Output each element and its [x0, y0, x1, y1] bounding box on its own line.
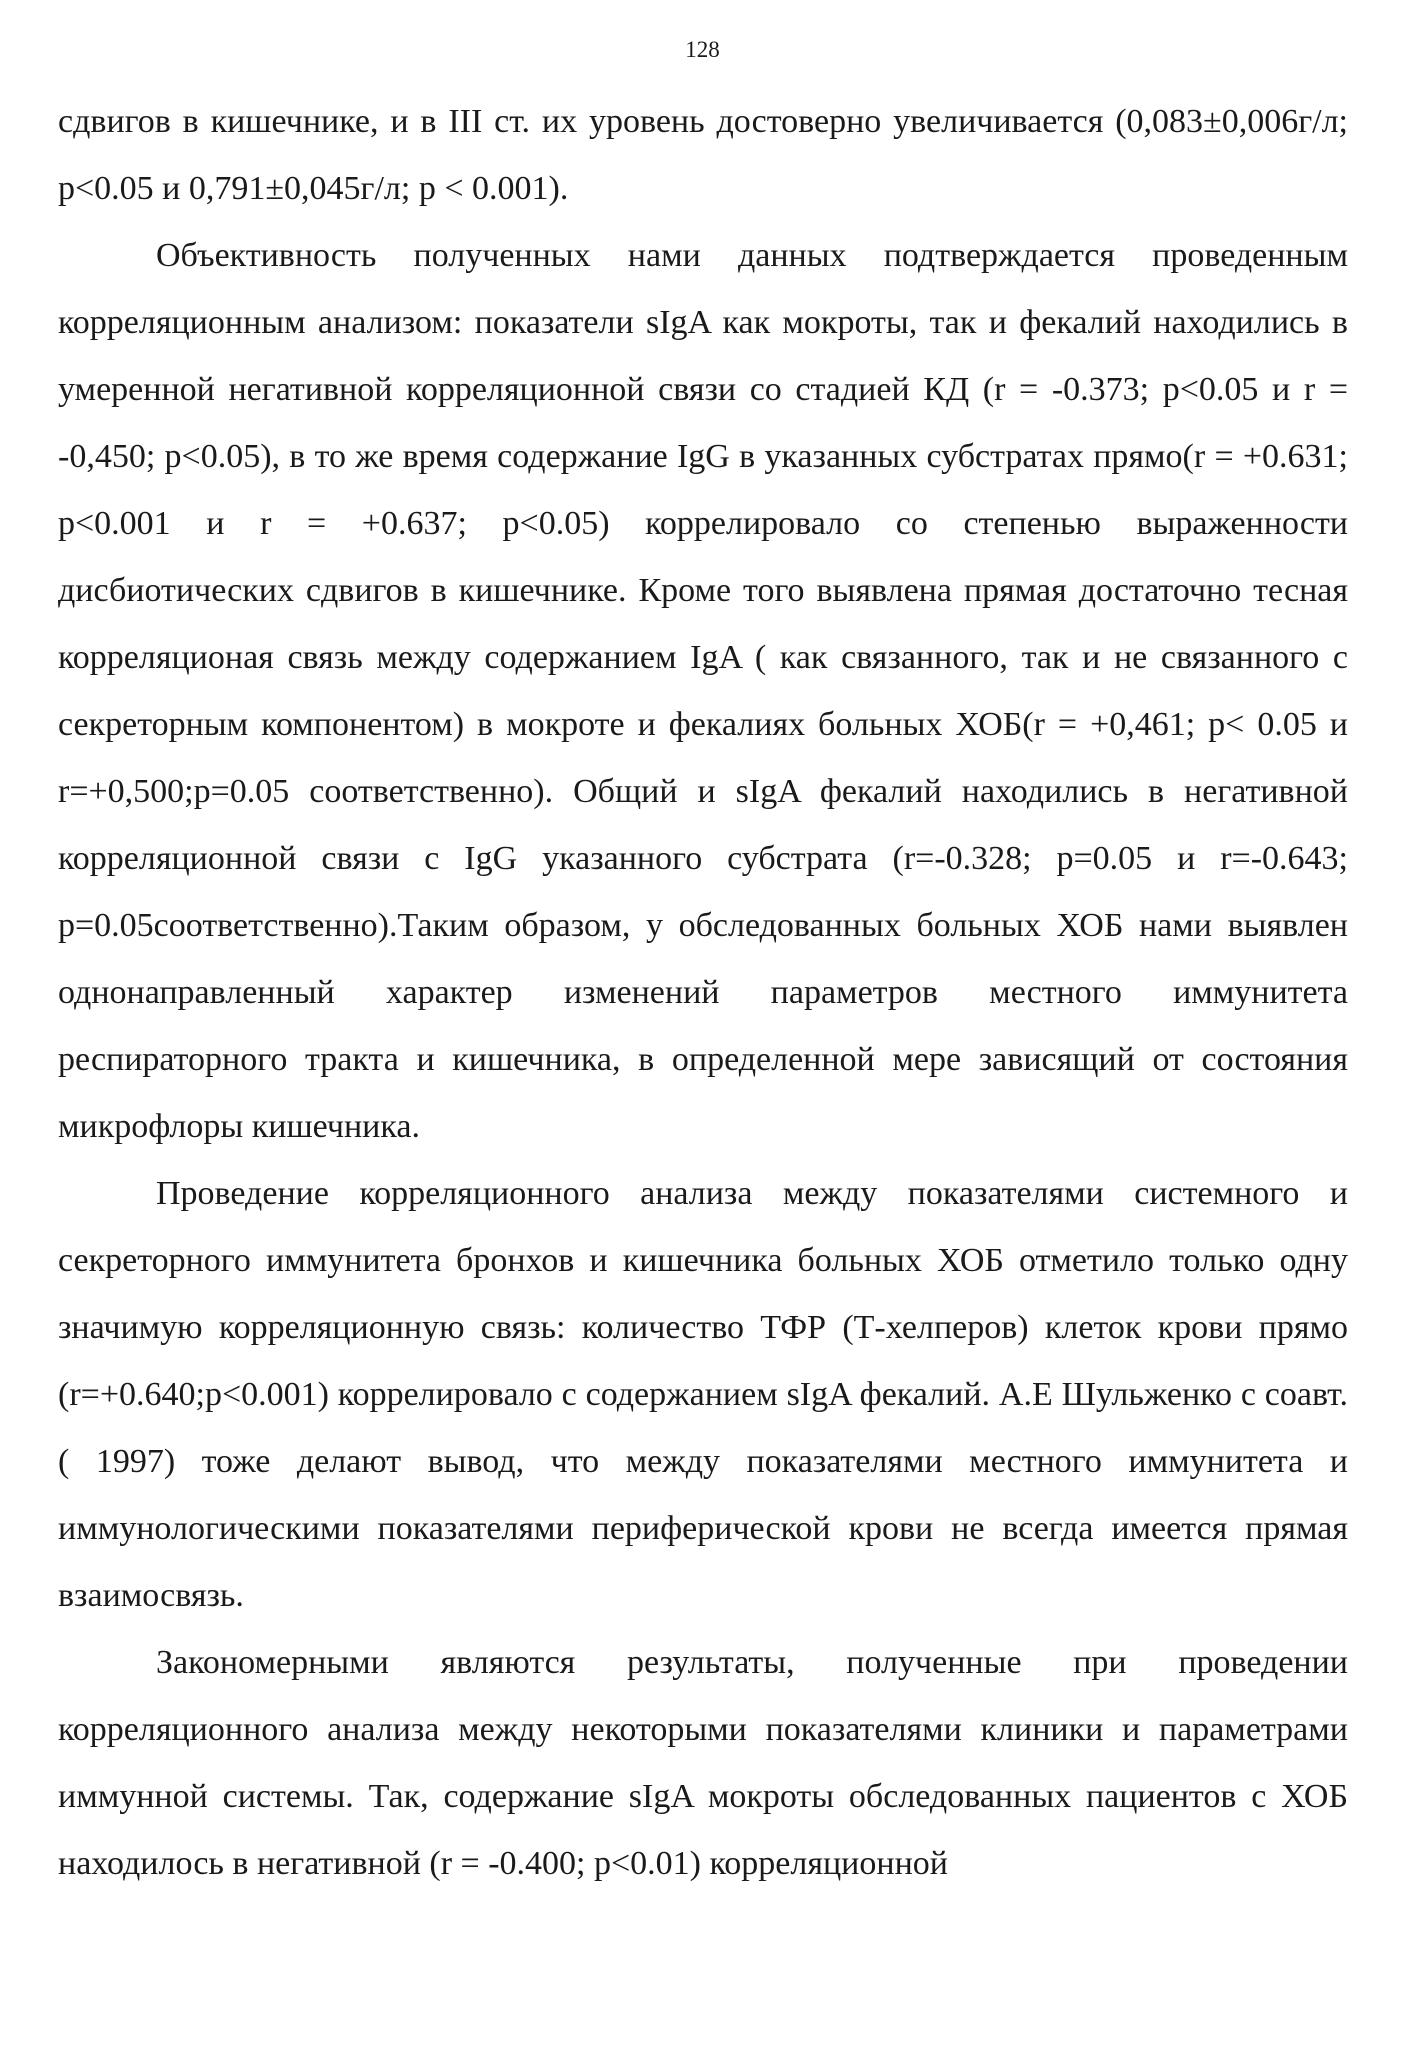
paragraph-1: сдвигов в кишечнике, и в III ст. их уровень достоверно увеличивается (0,083±0,006г/л; р<0.05 и 0,791±0,045г/л; р < 0.001). [58, 103, 1348, 207]
paragraph-4: Закономерными являются результаты, полученные при проведении корреляционного анализа между некоторыми показателями клиники и параметрами иммунной системы. Так, содержание sIgA мокроты обследованных пациентов с ХОБ находилось в негативной (r = -0.400; р<0.01) корреляционной [58, 1644, 1348, 1882]
paragraph-2: Объективность полученных нами данных подтверждается проведенным корреляционным анализом: показатели sIgA как мокроты, так и фекалий находились в умеренной негативной корреляционной связи со стадией КД (r = -0.373; р<0.05 и r = -0,450; р<0.05), в то же время содержание IgG в указанных субстратах прямо(r = +0.631; р<0.001 и r = +0.637; р<0.05) коррелировало со степенью выраженности дисбиотических сдвигов в кишечнике. Кроме того выявлена прямая достаточно тесная корреляционая связь между содержанием IgA ( как связанного, так и не связанного с секреторным компонентом) в мокроте и фекалиях больных ХОБ(r = +0,461; p< 0.05 и r=+0,500;р=0.05 соответственно). Общий и sIgA фекалий находились в негативной корреляционной связи с IgG указанного субстрата (r=-0.328; р=0.05 и r=-0.643; р=0.05соответственно).Таким образом, у обследованных больных ХОБ нами выявлен однонаправленный характер изменений параметров местного иммунитета респираторного тракта и кишечника, в определенной мере зависящий от состояния микрофлоры кишечника. [58, 237, 1348, 1145]
paragraph-3: Проведение корреляционного анализа между показателями системного и секреторного иммунитета бронхов и кишечника больных ХОБ отметило только одну значимую корреляционную связь: количество ТФР (Т-хелперов) клеток крови прямо (r=+0.640;р<0.001) коррелировало с содержанием sIgA фекалий. А.Е Шульженко с соавт. ( 1997) тоже делают вывод, что между показателями местного иммунитета и иммунологическими показателями периферической крови не всегда имеется прямая взаимосвязь. [58, 1175, 1348, 1614]
body-text [58, 88, 1348, 1897]
page-number: 128 [685, 37, 720, 62]
